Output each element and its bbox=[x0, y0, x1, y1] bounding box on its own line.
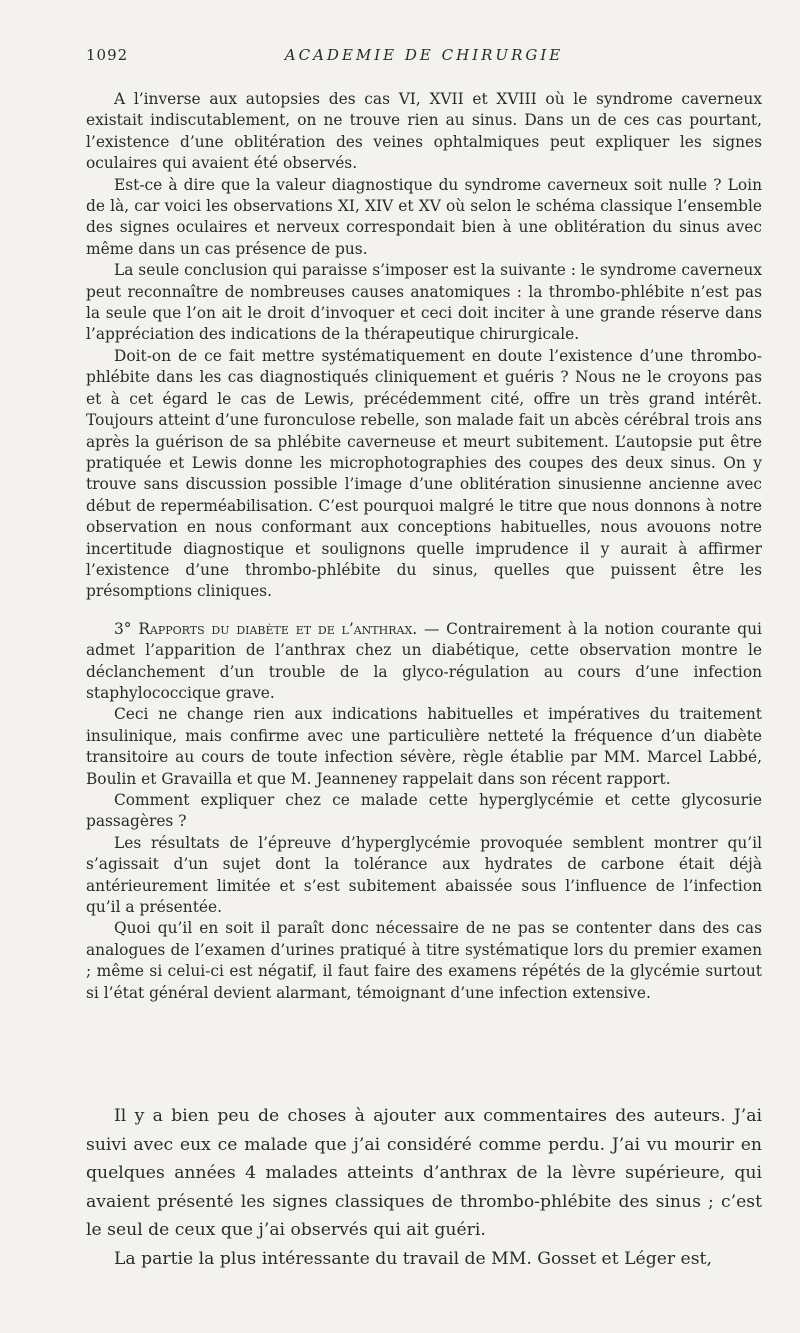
paragraph: A l’inverse aux autopsies des cas VI, XVII et XVIII où le syndrome caverneux existait indiscutablement, on ne trouve rien au sinus. Dans un de ces cas pourtant, l’existence d’une oblitération des veines ophtalmiques peut expliquer les signes oculaires qui avaient été observés. bbox=[86, 90, 762, 173]
section-heading: Rapports du diabète et de l’anthrax. bbox=[138, 619, 418, 638]
rapporteur-commentary bbox=[86, 1102, 762, 1274]
running-title: ACADEMIE DE CHIRURGIE bbox=[284, 46, 564, 64]
paragraph: Quoi qu’il en soit il paraît donc nécessaire de ne pas se contenter dans des cas analogues de l’examen d’urines pratiqué à titre systématique lors du premier examen ; même si celui-ci est négatif, il faut faire des examens répétés de la glycémie surtout si l’état général devient alarmant, témoignant d’une infection extensive. bbox=[86, 919, 762, 1002]
section-3-paragraph bbox=[86, 619, 762, 705]
commentary-paragraph: La partie la plus intéressante du travail de MM. Gosset et Léger est, bbox=[114, 1248, 712, 1269]
paragraph: Est-ce à dire que la valeur diagnostique du syndrome caverneux soit nulle ? Loin de là, car voici les observations XI, XIV et XV où selon le schéma classique l’ensemble des signes oculaires et nerveux correspondait bien à une oblitération du sinus avec même dans un cas présence de pus. bbox=[86, 175, 762, 258]
paragraph: La seule conclusion qui paraisse s’imposer est la suivante : le syndrome caverneux peut reconnaître de nombreuses causes anatomiques : la thrombo-phlébite n’est pas la seule que l’on ait le droit d’invoquer et ceci doit inciter à une grande réserve dans l’appréciation des indications de la thérapeutique chirurgicale. bbox=[86, 261, 762, 344]
paragraph: Comment expliquer chez ce malade cette hyperglycémie et cette glycosurie passagères ? bbox=[86, 791, 762, 831]
paragraph: Doit-on de ce fait mettre systématiquement en doute l’existence d’une thrombo-phlébite dans les cas diagnostiqués cliniquement et guéris ? Nous ne le croyons pas et à cet égard le cas de Lewis, précédemment cité, offre un très grand intérêt. Toujours atteint d’une furonculose rebelle, son malade fait un abcès cérébral trois ans après la guérison de sa phlébite caverneuse et meurt subitement. L’autopsie put être pratiquée et Lewis donne les microphotographies des coupes des deux sinus. On y trouve sans discussion possible l’image d’une oblitération sinusienne ancienne avec début de reperméabilisation. C’est pourquoi malgré le titre que nous donnons à notre observation en nous conformant aux conceptions habituelles, nous avouons notre incertitude diagnostique et soulignons quelle imprudence il y aurait à affirmer l’existence d’une thrombo-phlébite du sinus, quelles que puissent être les présomptions cliniques. bbox=[86, 346, 762, 601]
page-header bbox=[86, 46, 762, 70]
paragraph: Ceci ne change rien aux indications habituelles et impératives du traitement insulinique, mais confirme avec une particulière netteté la fréquence d’un diabète transitoire au cours de toute infection sévère, règle établie par MM. Marcel Labbé, Boulin et Gravailla et que M. Jeanneney rappelait dans son récent rapport. bbox=[86, 705, 762, 788]
section-number: 3° bbox=[114, 619, 132, 638]
section-lead-text: — Contrairement à la notion courante qui admet l’apparition de l’anthrax chez un diabétique, cette observation montre le déclanchement d’un trouble de la glyco-régulation au cours d’une infection staphylococcique grave. bbox=[86, 619, 762, 702]
commentary-paragraph: Il y a bien peu de choses à ajouter aux commentaires des auteurs. J’ai suivi avec eux ce malade que j’ai considéré comme perdu. J’ai vu mourir en quelques années 4 malades atteints d’anthrax de la lèvre supérieure, qui avaient présenté les signes classiques de thrombo-phlébite des sinus ; c’est le seul de ceux que j’ai observés qui ait guéri. bbox=[86, 1106, 762, 1241]
section-spacer bbox=[86, 603, 762, 619]
page-number: 1092 bbox=[86, 46, 129, 64]
paragraph: Les résultats de l’épreuve d’hyperglycémie provoquée semblent montrer qu’il s’agissait d’un sujet dont la tolérance aux hydrates de carbone était déjà antérieurement limitée et s’est subitement abaissée sous l’influence de l’infection qu’il a présentée. bbox=[86, 833, 762, 917]
report-body bbox=[86, 89, 762, 1004]
